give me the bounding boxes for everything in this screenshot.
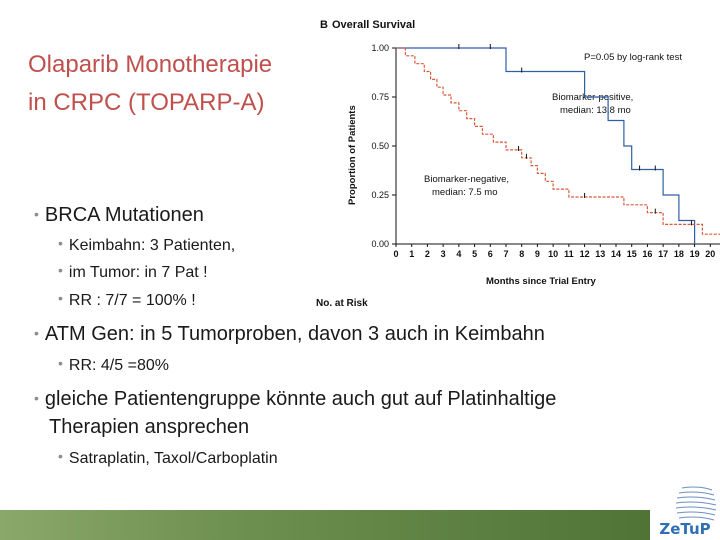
- x-tick-label: 1: [409, 249, 415, 259]
- x-axis-label: Months since Trial Entry: [486, 276, 596, 287]
- x-tick-label: 12: [579, 249, 590, 259]
- sub-bullet-text: Keimbahn: 3 Patienten,: [68, 237, 236, 254]
- x-tick-label: 10: [548, 249, 559, 259]
- title-line-2: in CRPC (TOPARP-A): [28, 89, 265, 116]
- x-tick-label: 7: [503, 249, 509, 259]
- bullet-platinum-text-1: gleiche Patientengruppe könnte auch gut auf Platinhaltige: [44, 388, 557, 410]
- bullet-dot: •: [58, 448, 63, 464]
- survival-figure: [314, 12, 720, 310]
- bullet-dot: •: [34, 325, 39, 341]
- at-risk-label: No. at Risk: [316, 298, 368, 309]
- x-tick-label: 18: [673, 249, 684, 259]
- bullet-brca-text: BRCA Mutationen: [44, 204, 204, 226]
- positive-annotation-l2: median: 13.8 mo: [560, 105, 631, 116]
- x-tick-label: 3: [440, 249, 446, 259]
- x-tick-label: 17: [658, 249, 669, 259]
- sub-bullet: [58, 292, 196, 310]
- sub-bullet: [58, 450, 278, 468]
- x-tick-label: 0: [393, 249, 399, 259]
- title-line-1: Olaparib Monotherapie: [28, 51, 273, 78]
- x-tick-label: 13: [595, 249, 606, 259]
- bullet-platinum: [34, 388, 556, 411]
- bullet-platinum-continuation: [49, 416, 249, 439]
- x-tick-label: 15: [626, 249, 637, 259]
- bullet-dot: •: [58, 290, 63, 306]
- bullet-dot: •: [58, 235, 63, 251]
- bullet-brca: [34, 204, 204, 227]
- bullet-dot: •: [58, 355, 63, 371]
- footer-accent-bar: [0, 510, 650, 540]
- panel-label: B: [320, 19, 328, 31]
- sub-bullet: [58, 264, 208, 282]
- bullet-atm-text: ATM Gen: in 5 Tumorproben, davon 3 auch in Keimbahn: [44, 323, 545, 345]
- y-tick-label: 0.50: [371, 141, 389, 151]
- sub-bullet: [58, 237, 235, 255]
- x-tick-label: 11: [564, 249, 574, 259]
- negative-annotation-l2: median: 7.5 mo: [432, 187, 498, 198]
- y-tick-label: 0.75: [371, 92, 389, 102]
- chart-title: Overall Survival: [332, 19, 416, 31]
- bullet-dot: •: [34, 206, 39, 222]
- x-tick-label: 16: [642, 249, 653, 259]
- series-line-biomarker-negative: [396, 48, 720, 234]
- sub-bullet-text: Satraplatin, Taxol/Carboplatin: [68, 450, 278, 467]
- bullet-dot: •: [34, 390, 39, 406]
- sub-bullet-text: im Tumor: in 7 Pat !: [68, 264, 208, 281]
- y-tick-label: 1.00: [371, 43, 389, 53]
- negative-annotation-l1: Biomarker-negative,: [424, 174, 510, 185]
- positive-annotation-l1: Biomarker-positive,: [552, 92, 634, 103]
- x-tick-label: 2: [424, 249, 430, 259]
- x-tick-label: 6: [487, 249, 493, 259]
- sub-bullet-text: RR: 4/5 =80%: [68, 357, 169, 374]
- bullet-platinum-text-2: Therapien ansprechen: [49, 416, 250, 438]
- y-tick-label: 0.00: [371, 239, 389, 249]
- x-tick-label: 14: [610, 249, 622, 259]
- logo-wordmark: ZeTuP: [659, 520, 711, 538]
- y-axis-label: Proportion of Patients: [347, 105, 358, 205]
- x-tick-label: 9: [534, 249, 540, 259]
- km-chart: [314, 12, 720, 310]
- logrank-annotation: P=0.05 by log-rank test: [584, 52, 682, 63]
- y-tick-label: 0.25: [371, 190, 389, 200]
- x-tick-label: 20: [705, 249, 716, 259]
- bullet-dot: •: [58, 262, 63, 278]
- x-tick-label: 19: [689, 249, 700, 259]
- x-tick-label: 5: [472, 249, 478, 259]
- bullet-atm: [34, 323, 545, 346]
- sub-bullet: [58, 357, 169, 375]
- sub-bullet-text: RR : 7/7 = 100% !: [68, 292, 196, 309]
- x-tick-label: 4: [456, 249, 462, 259]
- x-tick-label: 8: [519, 249, 525, 259]
- series-line-biomarker-positive: [396, 48, 695, 244]
- slide-title: [28, 46, 272, 122]
